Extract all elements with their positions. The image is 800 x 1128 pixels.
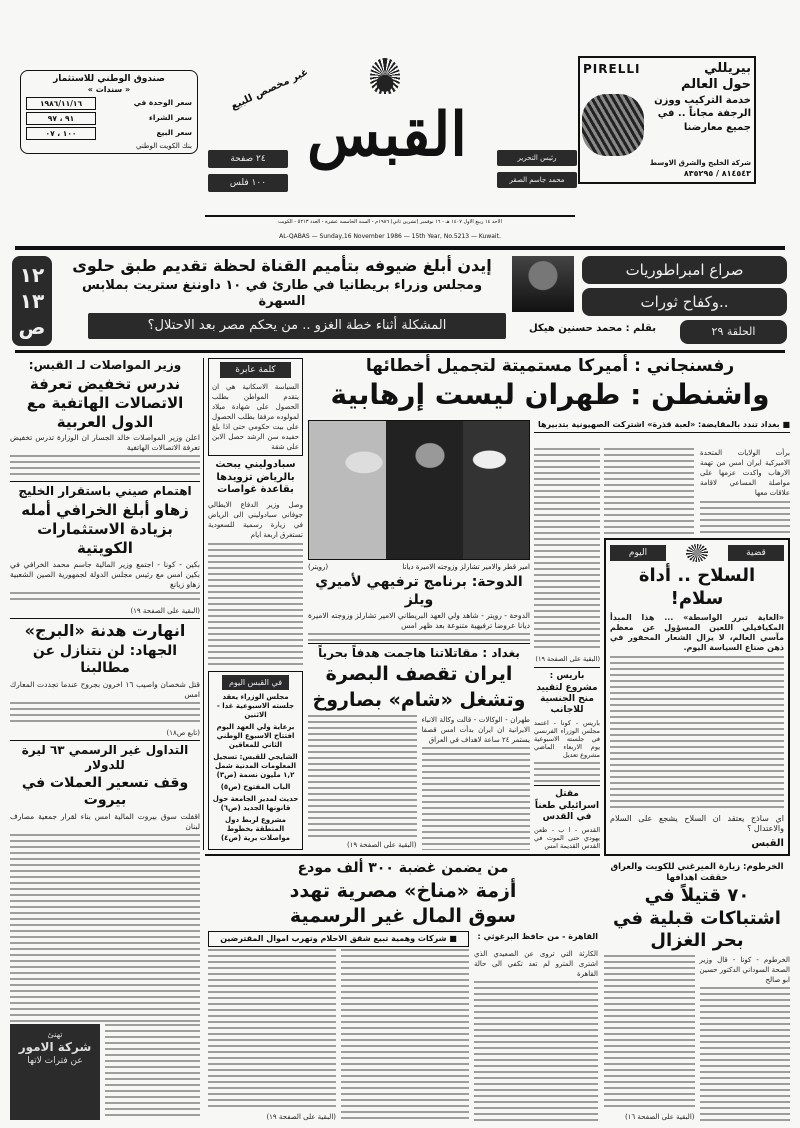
- divider: [534, 785, 600, 786]
- fund-row-value: ١٠٠ ، ٠٧: [26, 127, 96, 140]
- egypt-sub-text: شركات وهمية تبيع شقق الاحلام وتهرب اموال المقترضين: [220, 934, 447, 943]
- khartoum-continued: (البقية على الصفحة ١٦): [624, 1113, 695, 1121]
- editorial-tag-2: اليوم: [610, 545, 666, 561]
- spadolini-lead: وصل وزير الدفاع الايطالي جوفاني سبادوليني الى الرياض في زيارة رسمية للسعودية تستغرق اربعة ايام: [208, 500, 303, 539]
- divider: [10, 740, 200, 741]
- baghdad-continued: (البقية على الصفحة ١٩): [346, 841, 417, 849]
- masthead-rule: [205, 215, 575, 217]
- masthead-bottom-rule: [15, 246, 785, 250]
- passing-word-column: [208, 358, 303, 456]
- main-sub-text: بغداد تندد بالمقايضة: «لعبة قذرة» اشتركت الصهيونية بتدبيرها: [537, 420, 780, 429]
- editor-title: رئيس التحرير: [497, 150, 577, 166]
- baghdad-headline-2[interactable]: وتشغل «شام» بصاروخ: [312, 688, 526, 711]
- burj-headline-2[interactable]: الجهاد: لن نتنازل عن مطالبنا: [32, 642, 178, 676]
- ad-line: تهنئ: [47, 1030, 63, 1039]
- egypt-body-2: [341, 949, 469, 1122]
- date-arabic: الاحد ١٤ ربيع الاول ١٤٠٧ هـ - ١٦ نوفمبر (تشرين ثاني) ١٩٨٦م - السنة الخامسة عشرة - العدد ٥٢١٣ - الكويت: [278, 219, 502, 225]
- series-title-2: ..وكفاح ثورات: [582, 288, 787, 316]
- page-num: ١٢: [19, 263, 45, 287]
- haykal-photo: [512, 256, 574, 312]
- fund-row-value: ٩١ ، ٩٧: [26, 112, 96, 125]
- column-rule: [203, 358, 204, 850]
- spadolini-headline[interactable]: سبادوليني يبحث بالرياض تزويدها بقاعدة غواصات: [215, 459, 296, 495]
- series-title-1: صراع امبراطوريات: [582, 256, 787, 284]
- doha-headline[interactable]: الدوحة: برنامج ترفيهي لأميري ويلز: [315, 574, 523, 608]
- main-body-2: [604, 448, 694, 534]
- photo-caption: امير قطر والامير تشارلز وزوجته الاميرة ديانا: [402, 563, 530, 571]
- haykal-headline-1[interactable]: إيدن أبلغ ضيوفه بتأميم القناة لحظة تقديم طبق حلوى: [72, 256, 492, 275]
- band-rule: [15, 350, 785, 353]
- today-item[interactable]: مجلس الوزراء يعقد جلسته الاسبوعية غدا - الاثنين: [216, 693, 295, 719]
- today-item[interactable]: حديث لمدير الجامعة حول قانونها الجديد (ص٦): [212, 795, 299, 812]
- egypt-dateline: القاهرة - من حافظ البرغوثي :: [477, 932, 598, 941]
- ad-brand-en: PIRELLI: [583, 62, 641, 77]
- editorial-tag-1: قضية: [728, 545, 784, 561]
- logo-emblem-icon: [370, 58, 400, 94]
- column-text: السياسة الاسكانية هي ان يتقدم المواطن بطلب الحصول على شهادة ميلاد لمولوده مرفقا بطلب الحصول على بيت حكومي حتى اذا بلغ حفيده سن الرشد حصل الابن على شقة: [212, 383, 299, 451]
- main-col-2: [604, 448, 694, 534]
- second-column: [208, 358, 303, 850]
- burj-continued: (تابع ص١٨): [166, 728, 200, 737]
- haykal-headlines: [58, 256, 506, 348]
- left-column: [10, 358, 200, 1120]
- sun-emblem-icon: [686, 544, 708, 562]
- main-header: [310, 356, 790, 412]
- fund-row: [26, 97, 192, 110]
- main-body-1: [700, 501, 790, 534]
- today-item[interactable]: الباب المفتوح (ص٥): [220, 783, 291, 791]
- khartoum-lead: الخرطوم - كونا - قال وزير الصحة السوداني الدكتور حسين ابو صالح: [699, 955, 790, 984]
- right-ad-pirelli[interactable]: [578, 56, 756, 184]
- ad-offer: خدمة التركيب ووزن الرجفة مجاناً .. في جميع معارضنا: [654, 94, 751, 133]
- egypt-kicker: من يضمن غضبة ٣٠٠ ألف مودع: [297, 860, 509, 876]
- photo-credit: (رويتر): [308, 563, 329, 571]
- doha-body: [308, 633, 530, 641]
- square-bullet-icon: ■: [446, 934, 457, 943]
- byline: بقلم : محمد حسنين هيكل: [529, 323, 656, 334]
- editorial-body: [610, 656, 784, 811]
- pages-box: [12, 256, 52, 346]
- editorial-headline[interactable]: السلاح .. أداة سلام!: [638, 565, 756, 609]
- dollar-headline-1[interactable]: التداول غير الرسمي ٦٣ ليرة للدولار: [21, 742, 189, 772]
- paris-body: [534, 762, 600, 782]
- khartoum-kicker: الخرطوم: زيارة الميرغني للكويت والعراق حققت اهدافها: [610, 862, 784, 883]
- haykal-headline-2[interactable]: ومجلس وزراء بريطانيا في طارئ في ١٠ داوننغ ستريت بملابس السهرة: [81, 278, 483, 310]
- fund-row: [26, 112, 192, 125]
- main-continued: (البقية على الصفحة ١٩): [535, 655, 600, 664]
- center-column: [308, 420, 530, 850]
- khartoum-headline[interactable]: ٧٠ قتيلاً في اشتباكات قبلية في بحر الغزال: [613, 885, 781, 952]
- divider: [534, 667, 600, 668]
- editorial-end: اي ساذج يعتقد ان السلاح يشجع على السلام والاعتدال ؟: [610, 814, 784, 833]
- price: ١٠٠ فلس: [208, 174, 288, 192]
- dollar-body: [10, 834, 200, 1023]
- telecom-headline[interactable]: ندرس تخفيض تعرفة الاتصالات الهاتفية مع الدول العربية: [26, 375, 184, 431]
- fund-row-label: سعر البيع: [156, 128, 192, 138]
- baghdad-kicker: بغداد : مقاتلاتنا هاجمت هدفاً بحرياً: [318, 646, 520, 660]
- editorial-box: [604, 538, 790, 856]
- burj-body: [10, 702, 200, 726]
- not-for-sale: غير مخصص للبيع: [229, 66, 310, 113]
- main-col-3: [534, 448, 600, 850]
- main-col-1: [700, 448, 790, 534]
- main-body-3: [534, 448, 600, 651]
- main-kicker[interactable]: رفسنجاني : أميركا مستميتة لتجميل أخطائها: [365, 356, 735, 376]
- today-in-qabas: [208, 671, 303, 850]
- ad-title: صندوق الوطني للاستثمار: [53, 74, 165, 84]
- divider: [205, 854, 600, 856]
- ad-company: شركة الخليج والشرق الاوسط: [649, 158, 751, 167]
- baghdad-body-1: [422, 747, 531, 851]
- egypt-body-3: [208, 949, 336, 1110]
- bank-name: بنك الكويت الوطني: [135, 142, 192, 151]
- episode-label: الحلقة ٢٩: [680, 320, 787, 344]
- main-photo: [308, 420, 530, 560]
- paris-lead: باريس - كونا - اعتمد مجلس الوزراء الفرنسي في جلسته الاسبوعية يوم الاربعاء الماضي مشروع تعديل: [534, 719, 600, 760]
- jerusalem-lead: القدس - ا ب - طعن يهودي حتى الموت في القدس القديمة امس: [534, 826, 600, 850]
- china-headline[interactable]: زهاو أبلغ الخرافي أمله بزيادة الاستثمارات الكويتية: [21, 501, 189, 557]
- main-lead: برأت الولايات المتحدة الاميركية ايران امس من تهمة الارهاب واكدت عزمها على مواصلة المساعي لاقامة علاقات معها: [700, 449, 790, 497]
- baghdad-lead: طهران - الوكالات - قالت وكالة الانباء الايرانية ان ايران بدأت امس قصفا يستمر ٢٤ ساعة لاهداف في العراق: [421, 715, 530, 744]
- egypt-sub: [208, 931, 469, 947]
- fund-row: [26, 127, 192, 140]
- china-continued: (البقية على الصفحة ١٩): [130, 606, 200, 615]
- editor-name: محمد جاسم الصقر: [497, 172, 577, 188]
- fund-row-label: سعر الوحدة في: [133, 98, 192, 108]
- khartoum-body-1: [700, 987, 791, 1122]
- dollar-headline-2[interactable]: وقف تسعير العملات في بيروت: [21, 774, 189, 808]
- telecom-body: [10, 455, 200, 479]
- burj-headline-1[interactable]: انهارت هدنة «البرج»: [24, 620, 186, 640]
- fund-row-label: سعر الشراء: [149, 113, 192, 123]
- today-item[interactable]: برعاية ولي العهد اليوم افتتاح الاسبوع الوطني الثاني للمعاقين: [216, 723, 295, 749]
- condolence-ad[interactable]: [10, 1024, 100, 1120]
- spadolini-body: [208, 543, 303, 669]
- china-kicker: اهتمام صيني باستقرار الخليج: [18, 484, 192, 499]
- ad-line: عن فترات لاتها: [27, 1055, 83, 1066]
- editorial-signature: القبس: [751, 838, 784, 849]
- main-headline[interactable]: واشنطن : طهران ليست إرهابية: [330, 378, 770, 412]
- dollar-body-2: [105, 1024, 200, 1120]
- tire-icon: [582, 94, 644, 156]
- square-bullet-icon: ■: [779, 420, 790, 429]
- paris-headline[interactable]: باريس : مشروع لتقييد منح الجنسية للاجانب: [536, 671, 598, 715]
- divider: [308, 643, 530, 644]
- divider: [10, 481, 200, 482]
- china-body: [10, 592, 200, 604]
- ad-brand: بيريللي: [704, 61, 751, 76]
- fund-row-value: ١٩٨٦/١١/١٦: [26, 97, 96, 110]
- egypt-body-1: [474, 981, 598, 1122]
- today-item[interactable]: الشايجي للقبس: تسجيل المعلومات المدنية شمل ١,٢ مليون نسمة (ص٣): [213, 753, 298, 779]
- ad-subtitle: « سندات »: [87, 85, 131, 95]
- date-english: AL-QABAS — Sunday,16 November 1986 — 15th Year, No.5213 — Kuwait.: [279, 233, 501, 240]
- logo-alqabas: القبس: [307, 100, 467, 170]
- today-item[interactable]: مشروع لربط دول المنطقة بخطوط مواصلات برية (ص٤): [220, 816, 291, 842]
- page-num: ص: [18, 315, 46, 339]
- khartoum-story: [604, 862, 790, 1122]
- main-sub: [534, 420, 790, 433]
- dollar-lead: اقفلت سوق بيروت المالية امس بناء لقرار جمعية مصارف لبنان: [10, 811, 200, 831]
- page-num: ١٣: [19, 289, 45, 313]
- telecom-lead: اعلن وزير المواصلات خالد الجسار ان الوزارة تدرس تخفيض تعرفة الاتصالات الهاتفية: [10, 433, 200, 453]
- egypt-story: [208, 860, 598, 1122]
- baghdad-body-2: [308, 715, 417, 839]
- egypt-continued: (البقية على الصفحة ١٩): [266, 1113, 336, 1121]
- baghdad-headline-1[interactable]: ايران تقصف البصرة: [325, 663, 513, 685]
- khartoum-body-2: [604, 955, 695, 1110]
- doha-lead: الدوحة - رويتر - شاهد ولي العهد البريطاني الامير تشارلز وزوجته الاميرة ديانا عروضا ترفيهية متنوعة بعد ظهر امس: [308, 611, 530, 630]
- divider: [10, 618, 200, 619]
- today-title: في القبس اليوم: [222, 675, 289, 690]
- china-lead: بكين - كونا - اجتمع وزير المالية جاسم محمد الخرافي في بكين امس مع رئيس مجلس الدولة لجمهورية الصين الشعبية زهاو زيانغ: [10, 559, 200, 589]
- pages-count: ٢٤ صفحة: [208, 150, 288, 168]
- ad-tagline: حول العالم: [681, 77, 751, 93]
- egypt-lead: الكارثة التي تروى عن الصعيدي الذي اشترى المترو لم تعد تكفي الى حالة القاهرة: [474, 950, 598, 978]
- column-title: كلمة عابرة: [220, 362, 291, 378]
- ad-phones: ٨١٤٥٤٣ / ٨٣٥٢٩٥: [683, 168, 751, 178]
- egypt-headline-1[interactable]: أزمة «مناخ» مصرية تهدد: [289, 879, 517, 902]
- telecom-kicker: وزير المواصلات لـ القبس:: [28, 358, 182, 372]
- jerusalem-headline[interactable]: مقتل اسرائيلي طعناً في القدس: [534, 789, 600, 822]
- burj-lead: قتل شخصان واصيب ١٦ اخرون بجروح عندما تجددت المعارك امس: [10, 679, 201, 699]
- egypt-headline-2[interactable]: سوق المال غير الرسمية: [289, 905, 517, 928]
- ad-line: شركة الامور: [18, 1040, 92, 1055]
- haykal-strap: المشكلة أثناء خطة الغزو .. من يحكم مصر بعد الاحتلال؟: [88, 313, 506, 339]
- editorial-lead: «الغاية تبرر الواسطة» ... هذا المبدأ المكيافيلي اللعين المسؤول عن معظم مآسي العالم، لا يزال الشعار المحفور في ذهن صناع السياسة اليوم.: [610, 613, 784, 652]
- left-ad-national-fund[interactable]: [20, 70, 198, 154]
